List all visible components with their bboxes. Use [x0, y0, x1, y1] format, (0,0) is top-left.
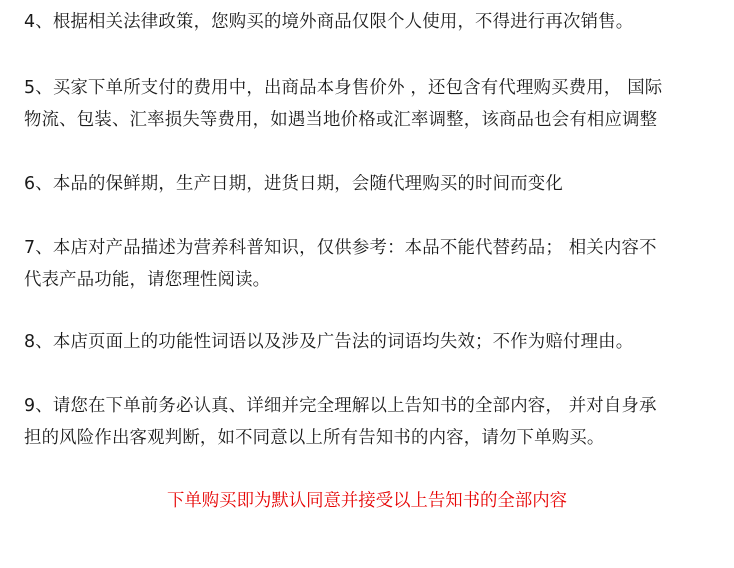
notice-item-7-line-2: 代表产品功能，请您理性阅读。 — [24, 270, 271, 290]
notice-item-5-line-2: 物流、包装、汇率损失等费用，如遇当地价格或汇率调整，该商品也会有相应调整 — [24, 110, 658, 130]
notice-item-5-line-1: 5、买家下单所支付的费用中，出商品本身售价外 ，还包含有代理购买费用， 国际 — [24, 78, 663, 98]
notice-item-6 — [24, 168, 724, 200]
notice-item-6-line-1: 6、本品的保鲜期，生产日期，进货日期，会随代理购买的时间而变化 — [24, 174, 563, 194]
notice-item-9-line-2: 担的风险作出客观判断，如不同意以上所有告知书的内容，请勿下单购买。 — [24, 428, 605, 448]
notice-item-5 — [24, 72, 724, 136]
notice-item-4-line-1: 4、根据相关法律政策，您购买的境外商品仅限个人使用，不得进行再次销售。 — [24, 12, 634, 32]
notice-item-7 — [24, 232, 724, 296]
notice-item-9-line-1: 9、请您在下单前务必认真、详细并完全理解以上告知书的全部内容， 并对自身承 — [24, 396, 657, 416]
notice-item-8-line-1: 8、本店页面上的功能性词语以及涉及广告法的词语均失效；不作为赔付理由。 — [24, 332, 634, 352]
notice-item-8 — [24, 326, 724, 358]
consent-footer-notice: 下单购买即为默认同意并接受以上告知书的全部内容 — [167, 491, 567, 511]
notice-item-4 — [24, 6, 724, 38]
notice-item-9 — [24, 390, 724, 454]
notice-item-7-line-1: 7、本店对产品描述为营养科普知识，仅供参考：本品不能代替药品； 相关内容不 — [24, 238, 657, 258]
